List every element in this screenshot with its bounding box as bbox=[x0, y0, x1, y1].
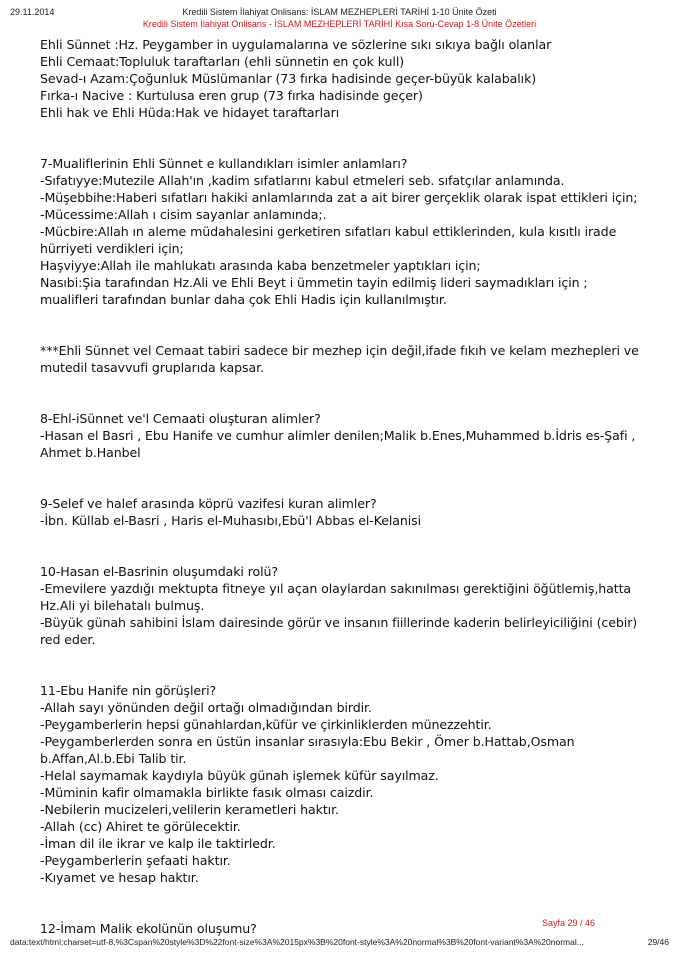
document-red-title: Kredili Sistem İlahiyat Onlisans - İSLAM MEZHEPLERİ TARİHİ Kısa Soru-Cevap 1-8 Ünite Özetleri bbox=[142, 19, 537, 29]
document-body bbox=[40, 36, 644, 937]
text-line: Ehli Sünnet :Hz. Peygamber in uygulamalarına ve sözlerine sıkı sıkıya bağlı olanlar bbox=[40, 37, 552, 52]
text-line: -Mücbire:Allah ın aleme müdahalesini gerketiren sıfatları kabul ettiklerinden, kula kısıtlı irade hürriyeti verdikleri için; bbox=[40, 224, 617, 256]
section-heading: 7-Mualiflerinin Ehli Sünnet e kullandıkları isimler anlamları? bbox=[40, 156, 408, 171]
text-line: Haşviyye:Allah ile mahlukatı arasında kaba benzetmeler yaptıkları için; bbox=[40, 258, 481, 273]
text-line: -İman dil ile ikrar ve kalp ile taktirledr. bbox=[40, 836, 276, 851]
section-heading: 10-Hasan el-Basrinin oluşumdaki rolü? bbox=[40, 564, 278, 579]
text-line: -Büyük günah sahibini İslam dairesinde görür ve insanın fiillerinde kaderin belirleyiciliğini (cebir) red eder. bbox=[40, 615, 638, 647]
text-line: -Hasan el Basri , Ebu Hanife ve cumhur alimler denilen;Malik b.Enes,Muhammed b.İdris es-Şafi , Ahmet b.Hanbel bbox=[40, 428, 636, 460]
text-line: -Allah sayı yönünden değil ortağı olmadığından birdir. bbox=[40, 700, 372, 715]
text-line: -Peygamberlerin şefaati haktır. bbox=[40, 853, 231, 868]
note-block bbox=[40, 342, 644, 376]
section-8 bbox=[40, 410, 644, 461]
text-line: Nasıbi:Şia tarafından Hz.Ali ve Ehli Beyt i ümmetin tayin edilmiş lideri saymadıkları için ; mualifleri tarafından bunlar daha çok Ehli Hadis için kullanılmıştır. bbox=[40, 275, 588, 307]
print-url: data:text/html;charset=utf-8,%3Cspan%20style%3D%22font-size%3A%2015px%3B%20font-style%3A%20normal%3B%20font-variant%3A%20normal... bbox=[10, 937, 584, 947]
text-line: -Emevilere yazdığı mektupta fitneye yıl açan olaylardan sakınılması gerektiğini öğütlemiş,hatta Hz.Ali yi bilehatalı bulmuş. bbox=[40, 581, 632, 613]
text-line: -İbn. Küllab el-Basri , Haris el-Muhasıbı,Ebü'l Abbas el-Kelanisi bbox=[40, 513, 422, 528]
text-line: Ehli hak ve Ehli Hüda:Hak ve hidayet taraftarları bbox=[40, 105, 340, 120]
text-line: -Mücessime:Allah ı cisim sayanlar anlamında;. bbox=[40, 207, 327, 222]
section-heading: 9-Selef ve halef arasında köprü vazifesi kuran alimler? bbox=[40, 496, 377, 511]
text-line: -Peygamberlerin hepsi günahlardan,küfür ve çirkinliklerden münezzehtir. bbox=[40, 717, 492, 732]
text-line: Sevad-ı Azam:Çoğunluk Müslümanlar (73 fırka hadisinde geçer-büyük kalabalık) bbox=[40, 71, 537, 86]
text-line: Fırka-ı Nacive : Kurtulusa eren grup (73 fırka hadisinde geçer) bbox=[40, 88, 423, 103]
text-line: -Allah (cc) Ahiret te görülecektir. bbox=[40, 819, 241, 834]
page-counter-red: Sayfa 29 / 46 bbox=[541, 918, 595, 928]
text-line: -Sıfatıyye:Mutezile Allah'ın ,kadim sıfatlarını kabul etmeleri seb. sıfatçılar anlamında. bbox=[40, 173, 565, 188]
text-line: Ehli Cemaat:Topluluk taraftarları (ehli sünnetin en çok kull) bbox=[40, 54, 405, 69]
text-line: -Helal saymamak kaydıyla büyük günah işlemek küfür sayılmaz. bbox=[40, 768, 439, 783]
text-line: ***Ehli Sünnet vel Cemaat tabiri sadece bir mezhep için değil,ifade fıkıh ve kelam mezhepleri ve mutedil tasavvufi gruplarıda kapsar. bbox=[40, 343, 639, 375]
text-line: -Müşebbihe:Haberi sıfatları hakiki anlamlarında zat a ait birer gerçeklik olarak ispat ettikleri için; bbox=[40, 190, 638, 205]
section-heading: 11-Ebu Hanife nin görüşleri? bbox=[40, 683, 217, 698]
text-line: -Müminin kafir olmamakla birlikte fasık olması caizdir. bbox=[40, 785, 374, 800]
section-11 bbox=[40, 682, 644, 886]
print-date: 29.11.2014 bbox=[10, 7, 55, 17]
text-line: -Nebilerin mucizeleri,velilerin kerametleri haktır. bbox=[40, 802, 339, 817]
print-title: Kredili Sistem İlahiyat Onlisans: İSLAM MEZHEPLERİ TARİHİ 1-10 Ünite Özeti bbox=[182, 7, 497, 17]
text-line: -Kıyamet ve hesap haktır. bbox=[40, 870, 199, 885]
section-heading: 8-Ehl-iSünnet ve'l Cemaati oluşturan alimler? bbox=[40, 411, 321, 426]
print-page-number: 29/46 bbox=[647, 937, 669, 947]
section-9 bbox=[40, 495, 644, 529]
intro-definitions bbox=[40, 36, 644, 121]
section-7 bbox=[40, 155, 644, 308]
section-heading: 12-İmam Malik ekolünün oluşumu? bbox=[40, 921, 257, 936]
section-10 bbox=[40, 563, 644, 648]
text-line: -Peygamberlerden sonra en üstün insanlar sırasıyla:Ebu Bekir , Ömer b.Hattab,Osman b.Affan,Al.b.Ebi Talib tir. bbox=[40, 734, 575, 766]
